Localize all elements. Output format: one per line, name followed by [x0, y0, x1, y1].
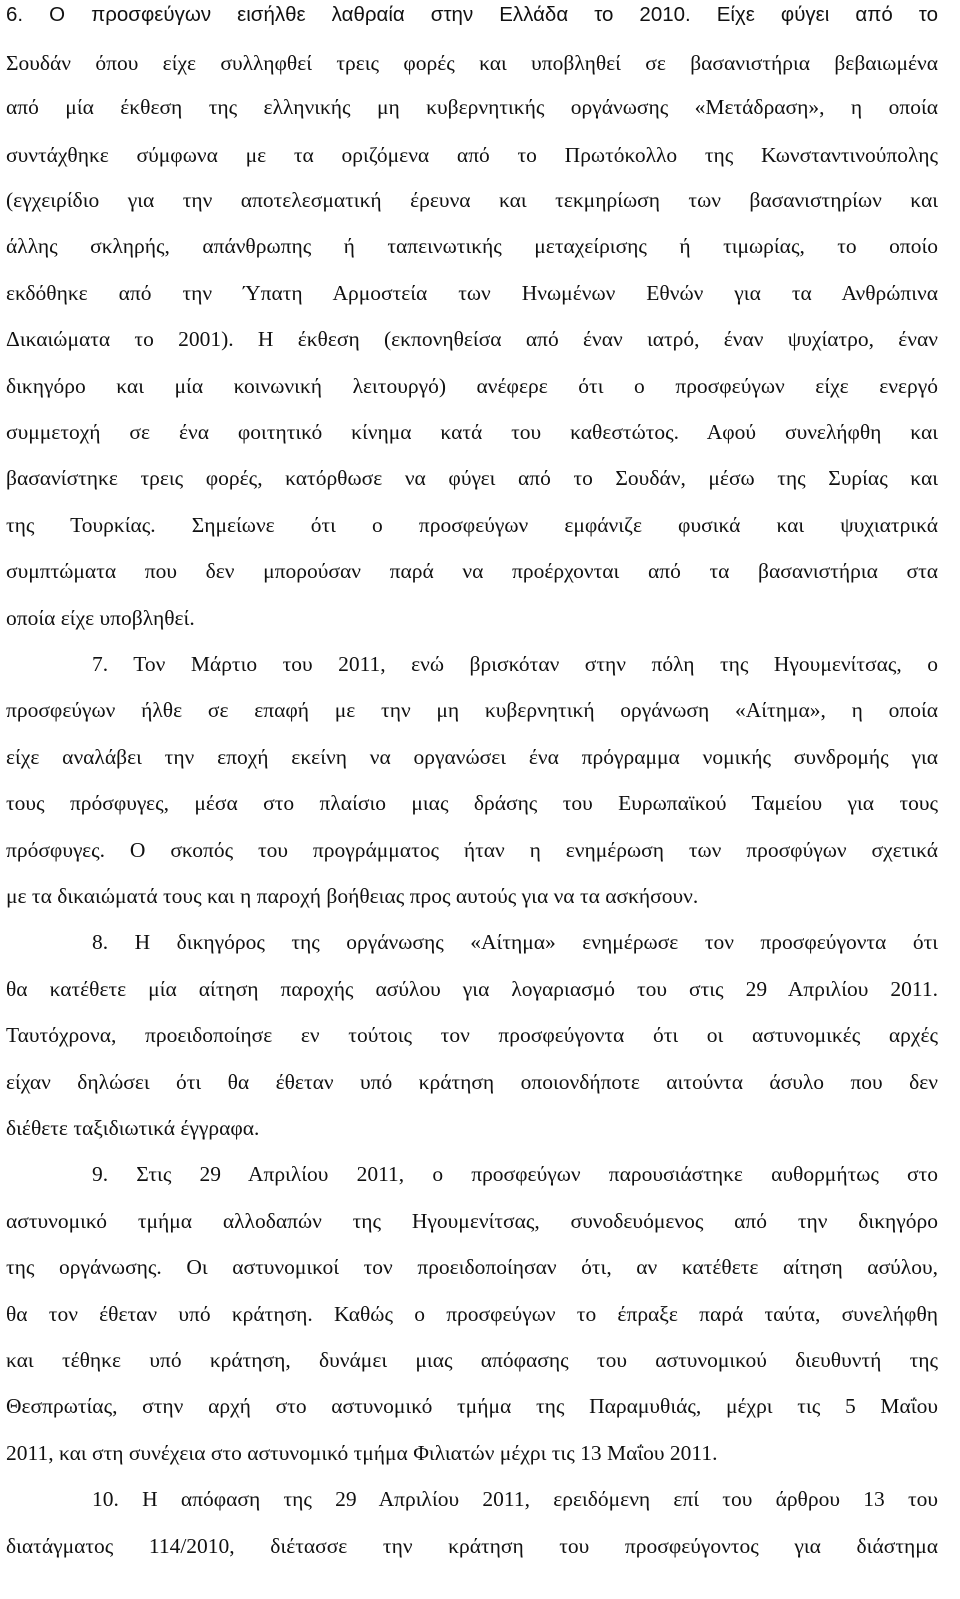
text-line: εκδόθηκε από την Ύπατη Αρμοστεία των Ηνωμένων Εθνών για τα Ανθρώπινα	[6, 281, 938, 305]
text-line: θα τον έθεταν υπό κράτηση. Καθώς ο προσφεύγων το έπραξε παρά ταύτα, συνελήφθη	[6, 1302, 938, 1326]
text-line: δικηγόρο και μία κοινωνική λειτουργό) ανέφερε ότι ο προσφεύγων είχε ενεργό	[6, 374, 938, 398]
text-line: βασανίστηκε τρεις φορές, κατόρθωσε να φύγει από το Σουδάν, μέσω της Συρίας και	[6, 466, 938, 490]
text-line: άλλης σκληρής, απάνθρωπης ή ταπεινωτικής μεταχείρισης ή τιμωρίας, το οποίο	[6, 234, 938, 258]
text-line: 2011, και στη συνέχεια στο αστυνομικό τμήμα Φιλιατών μέχρι τις 13 Μαΐου 2011.	[6, 1441, 718, 1465]
text-line: συμπτώματα που δεν μπορούσαν παρά να προέρχονται από τα βασανιστήρια στα	[6, 559, 938, 583]
text-line: και τέθηκε υπό κράτηση, δυνάμει μιας απόφασης του αστυνομικού διευθυντή της	[6, 1348, 938, 1372]
text-line: από μία έκθεση της ελληνικής μη κυβερνητικής οργάνωσης «Μετάδραση», η οποία	[6, 95, 938, 119]
text-line: διατάγματος 114/2010, διέτασσε την κράτηση του προσφεύγοντος για διάστημα	[6, 1534, 938, 1558]
text-line: της Τουρκίας. Σημείωνε ότι ο προσφεύγων εμφάνιζε φυσικά και ψυχιατρικά	[6, 513, 938, 537]
text-line: 8. Η δικηγόρος της οργάνωσης «Αίτημα» ενημέρωσε τον προσφεύγοντα ότι	[92, 930, 938, 954]
text-line: της οργάνωσης. Οι αστυνομικοί τον προειδοποίησαν ότι, αν κατέθετε αίτηση ασύλου,	[6, 1255, 938, 1279]
text-line: προσφεύγων ήλθε σε επαφή με την μη κυβερνητική οργάνωση «Αίτημα», η οποία	[6, 698, 938, 722]
text-line: 9. Στις 29 Απριλίου 2011, ο προσφεύγων παρουσιάστηκε αυθορμήτως στο	[92, 1162, 938, 1186]
text-line: αστυνομικό τμήμα αλλοδαπών της Ηγουμενίτσας, συνοδευόμενος από την δικηγόρο	[6, 1209, 938, 1233]
text-line: 6. Ο προσφεύγων εισήλθε λαθραία στην Ελλάδα το 2010. Είχε φύγει από το	[6, 3, 938, 26]
text-line: συντάχθηκε σύμφωνα με τα οριζόμενα από το Πρωτόκολλο της Κωνσταντινούπολης	[6, 143, 938, 167]
text-line: Θεσπρωτίας, στην αρχή στο αστυνομικό τμήμα της Παραμυθιάς, μέχρι τις 5 Μαΐου	[6, 1394, 938, 1418]
text-line: διέθετε ταξιδιωτικά έγγραφα.	[6, 1116, 260, 1140]
text-line: Ταυτόχρονα, προειδοποίησε εν τούτοις τον προσφεύγοντα ότι οι αστυνομικές αρχές	[6, 1023, 938, 1047]
text-line: τους πρόσφυγες, μέσα στο πλαίσιο μιας δράσης του Ευρωπαϊκού Ταμείου για τους	[6, 791, 938, 815]
text-line: οποία είχε υποβληθεί.	[6, 606, 195, 630]
text-line: Σουδάν όπου είχε συλληφθεί τρεις φορές και υποβληθεί σε βασανιστήρια βεβαιωμένα	[6, 51, 938, 75]
text-line: (εγχειρίδιο για την αποτελεσματική έρευνα και τεκμηρίωση των βασανιστηρίων και	[6, 188, 938, 212]
text-line: 10. Η απόφαση της 29 Απριλίου 2011, ερειδόμενη επί του άρθρου 13 του	[92, 1487, 938, 1511]
text-line: είχε αναλάβει την εποχή εκείνη να οργανώσει ένα πρόγραμμα νομικής συνδρομής για	[6, 745, 938, 769]
text-line: 7. Τον Μάρτιο του 2011, ενώ βρισκόταν στην πόλη της Ηγουμενίτσας, ο	[92, 652, 938, 676]
text-line: είχαν δηλώσει ότι θα έθεταν υπό κράτηση οποιονδήποτε αιτούντα άσυλο που δεν	[6, 1070, 938, 1094]
document-page	[6, 0, 938, 1599]
text-line: με τα δικαιώματά τους και η παροχή βοήθειας προς αυτούς για να τα ασκήσουν.	[6, 884, 699, 908]
text-line: Δικαιώματα το 2001). Η έκθεση (εκπονηθείσα από έναν ιατρό, έναν ψυχίατρο, έναν	[6, 327, 938, 351]
text-line: θα κατέθετε μία αίτηση παροχής ασύλου για λογαριασμό του στις 29 Απριλίου 2011.	[6, 977, 938, 1001]
text-line: πρόσφυγες. Ο σκοπός του προγράμματος ήταν η ενημέρωση των προσφύγων σχετικά	[6, 838, 938, 862]
text-line: συμμετοχή σε ένα φοιτητικό κίνημα κατά του καθεστώτος. Αφού συνελήφθη και	[6, 420, 938, 444]
